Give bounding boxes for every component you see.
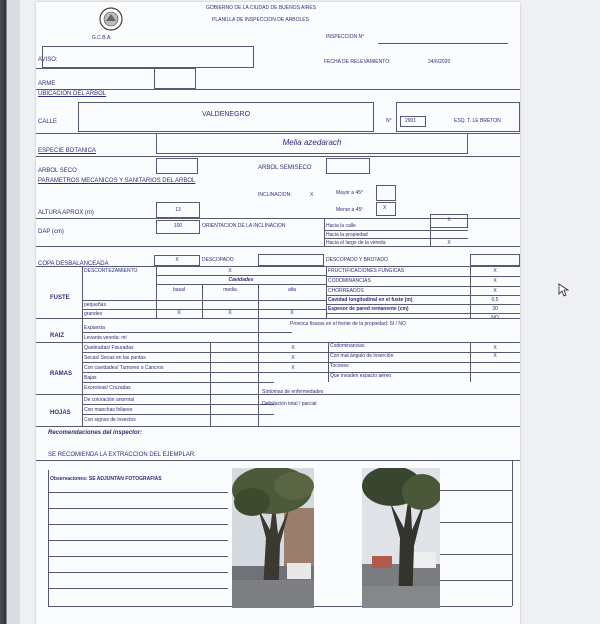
ramas-secas-value: X (291, 355, 295, 361)
ramas-quebradas-value: X (291, 345, 295, 351)
calle-value: VALDENEGRO (201, 111, 251, 118)
especie-label: ESPECIE BOTANICA (38, 148, 96, 154)
hacia-vereda-value: X (447, 240, 451, 246)
mayor45-label: Mayor a 45° (336, 190, 364, 196)
grandes-basal-value: X (177, 310, 181, 316)
tree-photo-2 (362, 468, 440, 608)
altura-label: ALTURA APROX (m) (38, 210, 94, 216)
codominancias-value: X (493, 278, 497, 284)
mouse-pointer-icon (558, 283, 570, 297)
gcba-seal-icon (96, 6, 126, 34)
ramas-label: RAMAS (50, 371, 72, 377)
hojas-label: HOJAS (50, 410, 71, 416)
pequenas-label: pequeñas (84, 302, 106, 308)
mayor45-box[interactable] (376, 185, 396, 201)
orientacion-label: ORIENTACION DE LA INCLINACION (202, 223, 286, 229)
grandes-media-value: X (228, 310, 232, 316)
codominancias-label: CODOMINANCIAS (328, 278, 371, 284)
ramas-bajas: Bajas (84, 375, 97, 381)
inclinacion-mark: X (310, 192, 314, 198)
arbol-seco-label: ARBOL SECO (38, 168, 77, 174)
descopado-brotado-label: DESCOPADO Y BROTADO (326, 257, 388, 263)
ramas-mal-angulo-value: X (493, 353, 497, 359)
hacia-calle: Hacia la calle (326, 223, 356, 229)
ramas-cavidades: Con cavidades/ Tumores o Cancros (84, 365, 164, 371)
aviso-field[interactable] (42, 46, 254, 68)
hojas-manchas: Con manchas foliares (84, 407, 133, 413)
grandes-label: grandes (84, 311, 103, 317)
tree-photo-2-image (362, 468, 440, 608)
arbol-semiseco-box[interactable] (326, 158, 370, 174)
ramas-quebradas: Quebradas/ Fisuradas (84, 345, 134, 351)
fisuras-label: Provoca fisuras en el frente de la propiedad: SI / NO (290, 321, 406, 327)
params-title: PARAMETROS MECANICOS Y SANITARIOS DEL ARBOL (38, 178, 196, 184)
descortezamiento-value: X (228, 268, 232, 274)
chorreados-label: CHORREADOS (328, 288, 364, 294)
basal-label: basal (173, 287, 185, 293)
altura-value: 13 (175, 207, 181, 213)
descortezamiento-label: DESCORTEZAMIENTO (84, 268, 138, 274)
tree-photo-1 (232, 468, 314, 608)
alta-label: alta (287, 287, 297, 293)
arme-field[interactable] (154, 68, 196, 89)
raiz-expuesta: Expuesta (84, 325, 105, 331)
fuste-label: FUSTE (50, 295, 70, 301)
dap-label: DAP (cm) (38, 229, 64, 235)
recomendaciones-text: SE RECOMIENDA LA EXTRACCION DEL EJEMPLAR. (48, 452, 196, 458)
hacia-propiedad: Hacia la propiedad (326, 232, 368, 238)
descopado-brotado-box[interactable] (470, 254, 520, 266)
descopado-box[interactable] (258, 254, 324, 266)
chorreados-value: X (493, 288, 497, 294)
esquina-value: ESQ. T. LE BRETON (454, 118, 501, 124)
ramas-mal-angulo: Con mal ángulo de inserción (330, 353, 394, 359)
arme-label: ARME (38, 81, 56, 87)
copa-label: COPA DESBALANCEADA (38, 261, 109, 267)
dap-value: 100 (173, 223, 183, 229)
menor45-label: Menor a 45° (336, 207, 364, 213)
ramas-secas: Secas/ Secas en las puntas (84, 355, 146, 361)
ramas-cavidades-value: X (291, 365, 295, 371)
menor45-value: X (383, 205, 387, 211)
header-title: PLANILLA DE INSPECCION DE ARBOLES (212, 17, 309, 23)
arbol-semiseco-label: ARBOL SEMISECO (258, 165, 312, 171)
cavidades-label: Cavidades (228, 277, 254, 283)
inspeccion-label: INSPECCION N° (326, 34, 365, 40)
copa-value: X (175, 257, 179, 263)
raiz-label: RAIZ (50, 333, 64, 339)
fructificaciones-value: X (493, 268, 497, 274)
cavidad-long-value: 0,5 (491, 297, 499, 303)
media-label: media (223, 287, 237, 293)
fecha-label: FECHA DE RELEVAMIENTO: (324, 59, 391, 65)
recomendaciones-label: Recomendaciones del inspector: (48, 430, 143, 436)
hojas-coloracion: De coloración anormal (84, 397, 135, 403)
tree-photo-1-image (232, 468, 314, 608)
ramas-tocones: Tocones (330, 363, 349, 369)
ramas-codominancias: Codominancias (330, 343, 365, 349)
cavidad-long-label: Cavidad longitudinal en el fuste (m) (328, 297, 413, 303)
aviso-label: AVISO: (38, 57, 58, 63)
ramas-codominancias-value: X (493, 345, 497, 351)
grandes-alta-value: X (290, 310, 294, 316)
ramas-espacio-aereo: Que invaden espacio aéreo (330, 373, 392, 379)
arbol-seco-box[interactable] (156, 158, 198, 174)
hacia-vereda: Hacia el largo de la vereda (326, 240, 386, 246)
espesor-value: 30 (492, 306, 498, 312)
inspection-form (36, 2, 520, 624)
inclinacion-label: INCLINACION: (258, 192, 292, 198)
hojas-defoliacion: Defoliación total / parcial (262, 401, 317, 407)
hojas-sintomas: Síntomas de enfermedades (262, 389, 324, 395)
fecha-value: 24/6/2020 (428, 59, 451, 65)
descopado-label: DESCOPADO (202, 257, 234, 263)
fisuras-value: NO (491, 315, 499, 321)
raiz-levanta: Levanta vereda: m² (84, 335, 128, 341)
fructificaciones-label: FRUCTIFICACIONES FUNGICAS (328, 268, 405, 274)
numero-value: 2901 (405, 118, 417, 124)
observaciones-label: Observaciones: SE ADJUNTAN FOTOGRAFIAS (50, 476, 162, 482)
ramas-excesivas: Excesivas/ Cruzadas (84, 385, 131, 391)
hojas-insectos: Con signos de insectos (84, 417, 136, 423)
header-government: GOBIERNO DE LA CIUDAD DE BUENOS AIRES (206, 5, 317, 11)
espesor-label: Espesor de pared remanente (cm) (328, 306, 409, 312)
hacia-calle-value: X (447, 217, 451, 223)
numero-label: N° (386, 118, 392, 124)
especie-value: Melia azedarach (282, 138, 342, 147)
seal-caption: G.C.B.A. (92, 35, 112, 41)
calle-label: CALLE (38, 119, 58, 125)
ubicacion-label: UBICACIÓN DEL ARBOL (38, 91, 107, 97)
